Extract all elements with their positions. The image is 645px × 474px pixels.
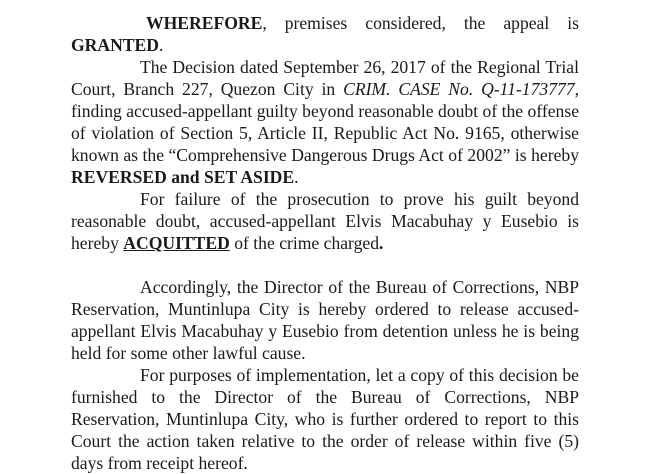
acquittal-end: . — [379, 233, 384, 253]
paragraph-release-order: Accordingly, the Director of the Bureau of Corrections, NBP Reservation, Muntinlupa City is hereby ordered to release accused-appellant Elvis Macabuhay y Eusebio from detention unless he is being held for some other lawful cause. — [71, 277, 579, 363]
acquittal-text-b: of the crime charged — [229, 233, 379, 253]
wherefore-end: . — [158, 35, 164, 55]
wherefore-label: WHEREFORE — [146, 13, 263, 33]
reversed-label: REVERSED and SET ASIDE — [71, 167, 295, 187]
wherefore-text: , premises considered, the appeal is — [262, 13, 579, 33]
decision-text-a: The Decision dated September 26, 2017 of the Regional Trial Court, Branch 227, Quezon City in — [71, 57, 579, 99]
case-number: CRIM. CASE No. Q-11-173777 — [343, 79, 575, 99]
acquittal-text-a: For failure of the prosecution to prove his guilt beyond reasonable doubt, accused-appellant Elvis Macabuhay y Eusebio is hereby — [71, 189, 579, 253]
paragraph-wherefore — [71, 12, 579, 56]
decision-end: . — [294, 167, 299, 187]
decision-text-b: , finding accused-appellant guilty beyond reasonable doubt of the offense of violation of Section 5, Article II, Republic Act No. 9165, otherwise known as the “Comprehensive Dangerous Drugs Act of 2002” is hereby — [71, 79, 579, 165]
granted-label: GRANTED — [71, 35, 159, 55]
paragraph-implementation: For purposes of implementation, let a copy of this decision be furnished to the Director of the Bureau of Corrections, NBP Reservation, Muntinlupa City, who is further ordered to report to this Court the action taken relative to the order of release within five (5) days from receipt hereof. — [71, 365, 579, 473]
paragraph-decision — [71, 56, 579, 188]
paragraph-acquittal — [71, 188, 579, 254]
acquitted-label: ACQUITTED — [123, 233, 230, 253]
